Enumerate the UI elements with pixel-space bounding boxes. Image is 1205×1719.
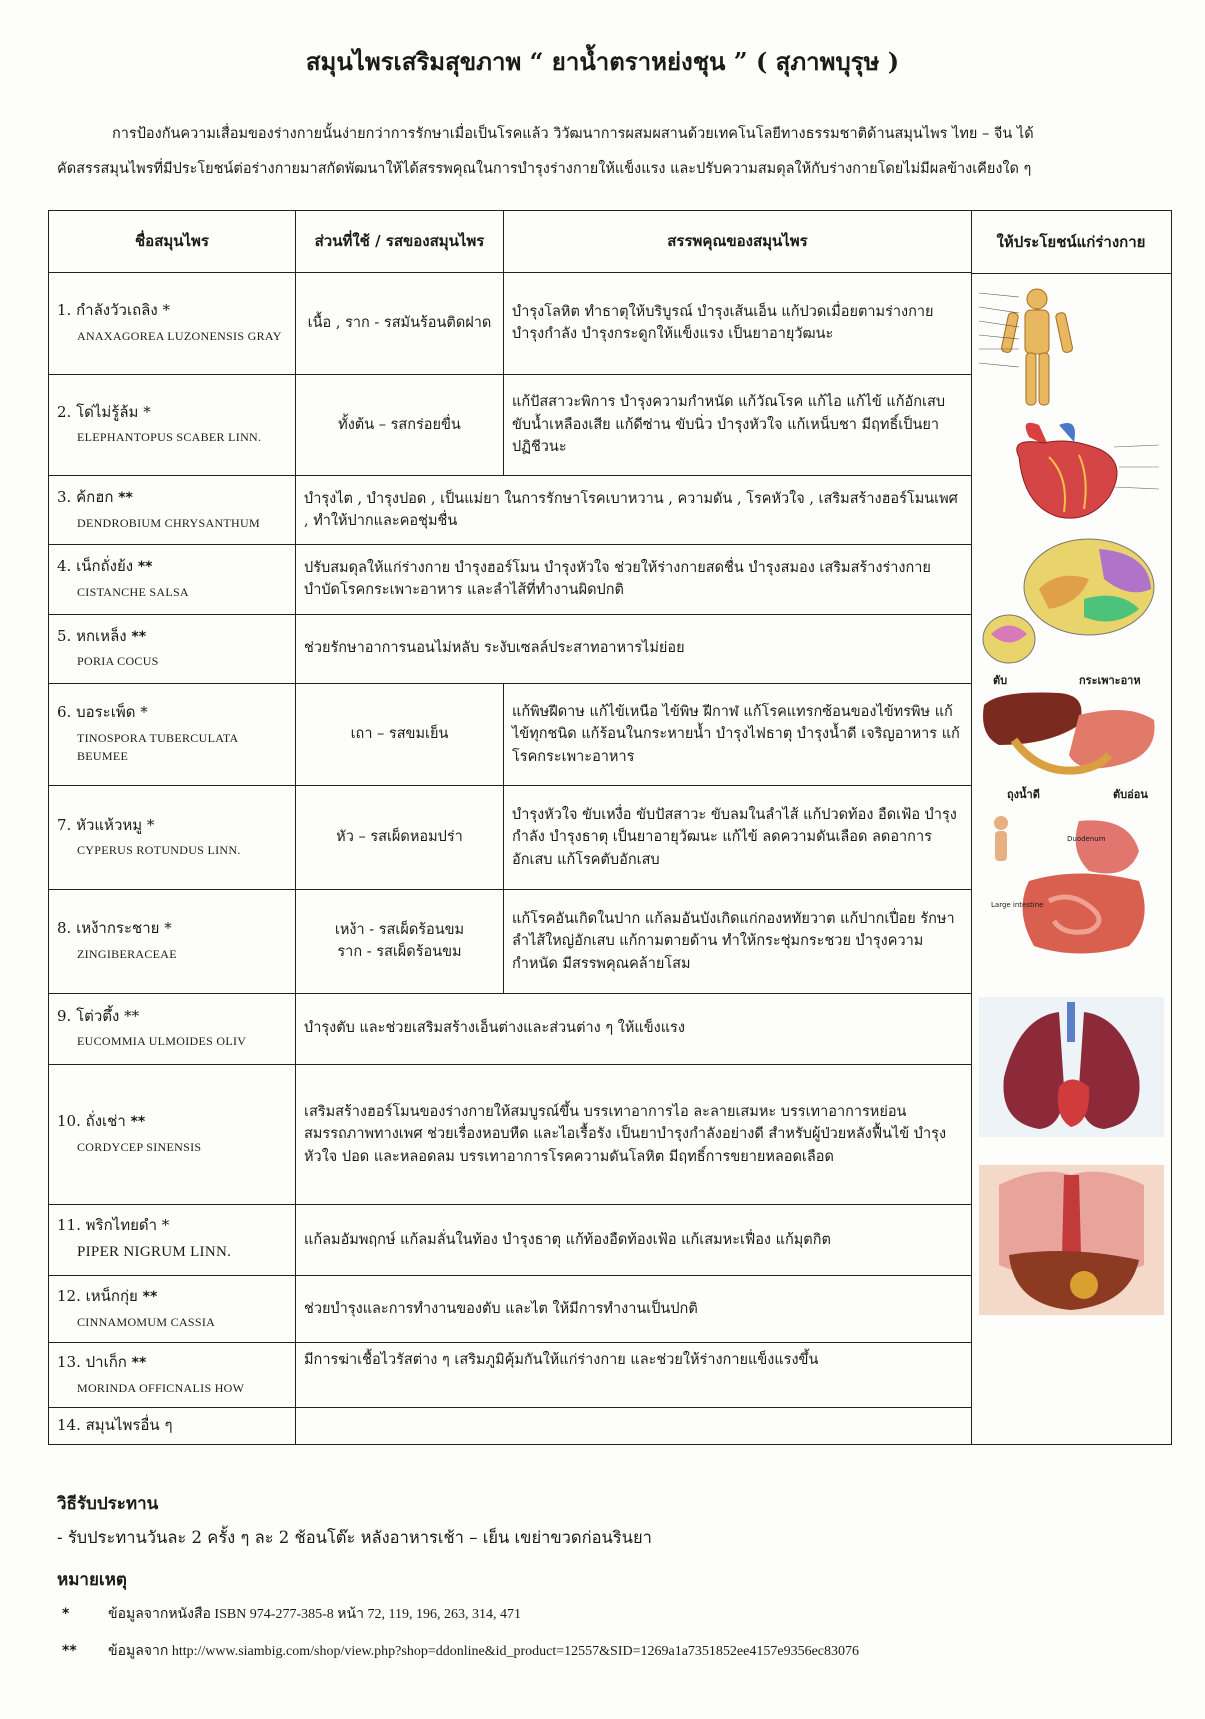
herb-name: 3. ค้กฮก [57,488,114,507]
table-row [49,993,972,1064]
table-row [49,1064,972,1204]
herb-scientific-name: EUCOMMIA ULMOIDES OLIV [77,1034,247,1049]
herb-name: 5. หกเหล็ง [57,626,127,645]
herb-name-cell [49,683,296,786]
table-header-row [49,211,972,273]
herb-name-cell [49,614,296,683]
herb-benefit [296,1408,972,1445]
liver-stomach-diagram [979,685,1164,785]
herb-scientific-name: CINNAMOMUM CASSIA [77,1314,216,1329]
table-row [49,545,972,614]
herb-name-cell [49,545,296,614]
herb-name-cell [49,993,296,1064]
herb-name: 8. เหง้ากระชาย * [57,919,172,938]
header-herb-name: ชื่อสมุนไพร [49,211,296,273]
source-stars: ** [142,1289,158,1306]
herb-benefit: แก้ลมอัมพฤกษ์ แก้ลมลั่นในท้อง บำรุงธาตุ แก้ท้องอืดท้องเฟ้อ แก้เสมหะเฟื่อง แก้มุตกิต [296,1205,972,1276]
herb-name: 12. เหน็กกุ่ย [57,1287,138,1306]
label-stomach: กระเพาะอาห [1079,674,1141,687]
heart-diagram [979,417,1164,527]
herb-scientific-name: ZINGIBERACEAE [77,946,177,961]
herb-benefit: แก้ปัสสาวะพิการ บำรุงความกำหนัด แก้วัณโรค แก้ไอ แก้ไข้ แก้อักเสบขับน้ำเหลืองเสีย แก้ดีซ่าน ขับนิ่ว บำรุงหัวใจ แก้เหน็บชา มีฤทธิ์เป็นยาปฏิชีวนะ [504,374,972,476]
lungs-diagram [979,997,1164,1137]
herb-scientific-name: ANAXAGOREA LUZONENSIS GRAY [77,328,282,343]
herb-part-2: ราก - รสเผ็ดร้อนขม [337,944,462,961]
page-title: สมุนไพรเสริมสุขภาพ “ ยาน้ำตราหย่งชุน ” ( สุภาพบุรุษ ) [305,47,900,76]
usage-heading: วิธีรับประทาน [57,1494,159,1514]
herb-name: 6. บอระเพ็ด * [57,703,148,722]
note-1 [62,1603,521,1625]
herb-name: 1. กำลังวัวเถลิง * [57,301,170,320]
herb-benefit: มีการฆ่าเชื้อไวรัสต่าง ๆ เสริมภูมิคุ้มกันให้แก่ร่างกาย และช่วยให้ร่างกายแข็งแรงขึ้น [296,1343,972,1408]
source-stars: ** [131,1355,147,1372]
table-row [49,476,972,545]
herb-benefit: บำรุงโลหิต ทำธาตุให้บริบูรณ์ บำรุงเส้นเอ็น แก้ปวดเมื่อยตามร่างกาย บำรุงกำลัง บำรุงกระดูกให้แข็งแรง เป็นยาอายุวัฒนะ [504,273,972,375]
chest-organs-diagram [979,1165,1164,1315]
note-1-mark: * [62,1606,70,1622]
herb-scientific-name: ELEPHANTOPUS SCABER LINN. [77,430,262,445]
herb-name-cell [49,1276,296,1343]
herb-part: เถา – รสขมเย็น [296,683,504,786]
herb-part: เนื้อ , ราก - รสมันร้อนติดฝาด [296,273,504,375]
herb-name-cell [49,374,296,476]
label-pancreas: ตับอ่อน [1113,788,1148,801]
skeleton-muscle-diagram [979,283,1079,411]
herb-benefit: บำรุงไต , บำรุงปอด , เป็นแม่ยา ในการรักษาโรคเบาหวาน , ความดัน , โรคหัวใจ , เสริมสร้างฮอร์โมนเพศ , ทำให้ปากและคอชุ่มชื่น [296,476,972,545]
herb-benefit: ช่วยรักษาอาการนอนไม่หลับ ระงับเซลล์ประสาทอาหารไม่ย่อย [296,614,972,683]
herb-name: 14. สมุนไพรอื่น ๆ [57,1416,173,1435]
table-row [49,786,972,890]
table-row [49,1205,972,1276]
herb-name-cell [49,1408,296,1445]
herb-scientific-name: DENDROBIUM CHRYSANTHUM [77,515,260,530]
label-large-intestine: Large intestine [991,901,1044,909]
brain-diagram [979,529,1164,669]
herb-name: 7. หัวแห้วหมู * [57,815,155,834]
herb-name-cell [49,889,296,993]
table-row [49,683,972,786]
source-stars: ** [131,628,147,645]
header-properties: สรรพคุณของสมุนไพร [504,211,972,273]
header-body-benefit: ให้ประโยชน์แก่ร่างกาย [971,211,1171,274]
label-liver: ตับ [993,674,1008,687]
herb-name: 9. โต่วตึ้ง ** [57,1006,140,1025]
herb-name-cell [49,1205,296,1276]
notes-heading: หมายเหตุ [57,1570,127,1590]
source-stars: ** [137,559,153,576]
note-1-text: ข้อมูลจากหนังสือ ISBN 974-277-385-8 หน้า 72, 119, 196, 263, 314, 471 [108,1607,521,1622]
label-gallbladder: ถุงน้ำดี [1007,788,1040,801]
usage-text: - รับประทานวันละ 2 ครั้ง ๆ ละ 2 ช้อนโต๊ะ หลังอาหารเช้า – เย็น เขย่าขวดก่อนรินยา [57,1528,652,1547]
herb-part: ทั้งต้น – รสกร่อยขื่น [296,374,504,476]
source-stars: ** [118,490,133,507]
label-duodenum: Duodenum [1067,835,1106,843]
table-row [49,1408,972,1445]
intro-line-2: คัดสรรสมุนไพรที่มีประโยชน์ต่อร่างกายมาสกัดพัฒนาให้ได้สรรพคุณในการบำรุงร่างกายให้แข็งแรง และปรับความสมดุลให้กับร่างกายโดยไม่มีผลข้างเคียงใด ๆ [57,161,1032,177]
table-row [49,1343,972,1408]
herb-name-cell [49,1343,296,1408]
herb-scientific-name: CYPERUS ROTUNDUS LINN. [77,843,241,858]
note-2-text: ข้อมูลจาก http://www.siambig.com/shop/view.php?shop=ddonline&id_product=12557&SID=1269a1a7351852ee4157e9356ec83076 [108,1644,859,1659]
herb-benefit: ช่วยบำรุงและการทำงานของตับ และไต ให้มีการทำงานเป็นปกติ [296,1276,972,1343]
intro-line-1: การป้องกันความเสื่อมของร่างกายนั้นง่ายกว่าการรักษาเมื่อเป็นโรคแล้ว วิวัฒนาการผสมผสานด้วยเทคโนโลยีทางธรรมชาติด้านสมุนไพร ไทย – จีน ได้ [112,126,1034,142]
herb-table [48,210,972,1445]
herb-name: 10. ถั่งเช่า [57,1112,126,1131]
herb-name: 13. ปาเก็ก [57,1353,127,1372]
herb-name: 11. พริกไทยดำ * [57,1215,170,1234]
digestive-system-diagram [979,811,1164,961]
header-part-used: ส่วนที่ใช้ / รสของสมุนไพร [296,211,504,273]
table-row [49,273,972,375]
herb-part: เหง้า - รสเผ็ดร้อนขม [334,921,465,938]
herb-name-cell [49,1064,296,1204]
herb-scientific-name: PIPER NIGRUM LINN. [77,1244,232,1261]
table-row [49,889,972,993]
note-2 [62,1640,859,1662]
source-stars: ** [130,1114,146,1131]
herb-name: 2. โด่ไม่รู้ล้ม * [57,402,151,421]
herb-scientific-name: CORDYCEP SINENSIS [77,1139,202,1154]
herb-benefit: แก้โรคอันเกิดในปาก แก้ลมอันบังเกิดแก่กองหทัยวาต แก้ปากเปื่อย รักษาลำไส้ใหญ่อักเสบ แก้กามตายด้าน ทำให้กระชุ่มกระชวย บำรุงความกำหนัด มีสรรพคุณคล้ายโสม [504,889,972,993]
herb-benefit: บำรุงตับ และช่วยเสริมสร้างเอ็นต่างและส่วนต่าง ๆ ให้แข็งแรง [296,993,972,1064]
table-row [49,374,972,476]
herb-benefit: ปรับสมดุลให้แก่ร่างกาย บำรุงฮอร์โมน บำรุงหัวใจ ช่วยให้ร่างกายสดชื่น บำรุงสมอง เสริมสร้างร่างกาย บำบัดโรคกระเพาะอาหาร และลำไส้ที่ทำงานผิดปกติ [296,545,972,614]
herb-scientific-name: PORIA COCUS [77,654,159,668]
herb-scientific-name: MORINDA OFFICNALIS HOW [77,1380,245,1395]
body-benefit-column [971,210,1172,1445]
note-2-mark: ** [62,1643,77,1659]
herb-benefit: บำรุงหัวใจ ขับเหงื่อ ขับปัสสาวะ ขับลมในลำไส้ แก้ปวดท้อง อืดเฟ้อ บำรุงกำลัง บำรุงธาตุ เป็นยาอายุวัฒนะ แก้ไข้ ลดความดันเลือด ลดอาการอักเสบ แก้โรคตับอักเสบ [504,786,972,890]
table-row [49,1276,972,1343]
herb-scientific-name: TINOSPORA TUBERCULATA BEUMEE [77,730,238,764]
herb-name-cell [49,476,296,545]
herb-name-cell [49,273,296,375]
herb-part: หัว – รสเผ็ดหอมปร่า [296,786,504,890]
herb-name: 4. เน็กถั่งย้ง [57,557,134,576]
herb-name-cell [49,786,296,890]
herb-part-cell [296,889,504,993]
herb-scientific-name: CISTANCHE SALSA [77,584,189,599]
herb-benefit: เสริมสร้างฮอร์โมนของร่างกายให้สมบูรณ์ขึ้น บรรเทาอาการไอ ละลายเสมหะ บรรเทาอาการหย่อนสมรรถภาพทางเพศ ช่วยเรื่องหอบหืด และไอเรื้อรัง เป็นยาบำรุงกำลังอย่างดี สำหรับผู้ป่วยหลังฟื้นไข้ บำรุงหัวใจ ปอด และหลอดลม บรรเทาอาการโรคความดันโลหิต มีฤทธิ์การขยายหลอดเลือด [296,1064,972,1204]
herb-benefit: แก้พิษฝีดาษ แก้ไข้เหนือ ไข้พิษ ฝีกาฬ แก้โรคแทรกซ้อนของไข้ทรพิษ แก้ไข้ทุกชนิด แก้ร้อนในกระหายน้ำ บำรุงไฟธาตุ บำรุงน้ำดี เจริญอาหาร แก้โรคกระเพาะอาหาร [504,683,972,786]
table-row [49,614,972,683]
